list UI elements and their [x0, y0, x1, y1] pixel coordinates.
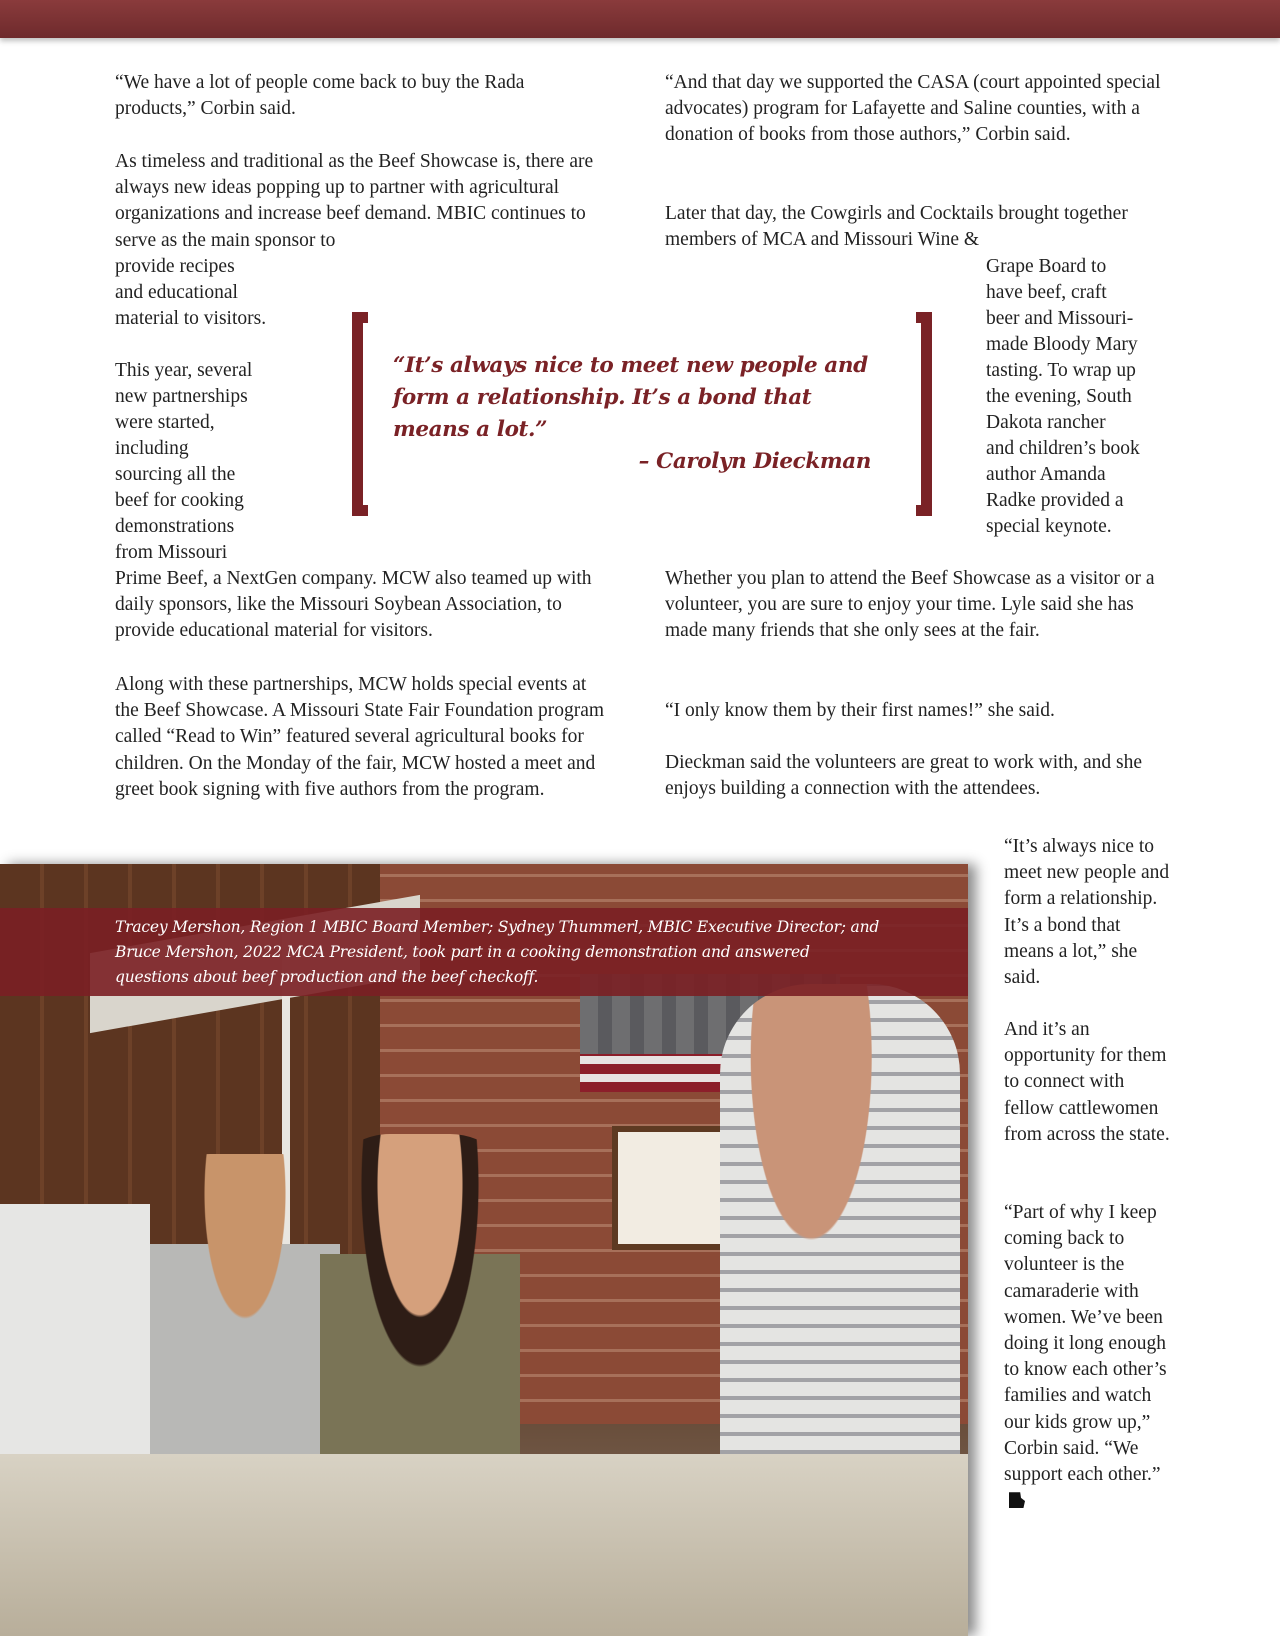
photo-caption: Tracey Mershon, Region 1 MBIC Board Member; Sydney Thummerl, MBIC Executive Director; and Bruce Mershon, 2022 MCA President, took part in a cooking demonstration and answered questions about beef production and the beef checkoff.: [115, 918, 880, 986]
photo-person-sydney: [320, 1134, 520, 1494]
right-line: Grape Board to: [986, 256, 1107, 277]
left-line: provide recipes: [115, 256, 235, 277]
right-para-casa: “And that day we supported the CASA (court appointed special advocates) program for Lafayette and Saline counties, with a donation of books from those authors,” Corbin said.: [665, 72, 1161, 146]
left-line: demonstrations: [115, 516, 235, 537]
pull-quote: [352, 312, 932, 522]
cooking-demo-photo: [0, 864, 968, 1636]
left-bracket: [352, 312, 368, 516]
left-para-timeless: As timeless and traditional as the Beef Showcase is, there are always new ideas popping up to partner with agricultural organizations and increase beef demand. MBIC continues to serve as the main sponsor to: [115, 151, 594, 251]
right-para-firstnames: “I only know them by their first names!” she said.: [665, 700, 1055, 721]
left-para-partnerships: Along with these partnerships, MCW holds special events at the Beef Showcase. A Missouri State Fair Foundation program called “Read to Win” featured several agricultural books for children. On the Monday of the fair, MCW hosted a meet and greet book signing with five authors from the program.: [115, 674, 605, 800]
right-line: made Bloody Mary: [986, 334, 1138, 355]
left-line: sourcing all the: [115, 464, 236, 485]
right-para-cowgirls: Later that day, the Cowgirls and Cocktails brought together members of MCA and Missouri Wine &: [665, 203, 1128, 251]
left-line: beef for cooking: [115, 490, 244, 511]
left-para-primebeef: Prime Beef, a NextGen company. MCW also teamed up with daily sponsors, like the Missouri Soybean Association, to provide educational material for visitors.: [115, 568, 592, 642]
pull-quote-attribution: – Carolyn Dieckman: [638, 449, 871, 474]
right-line: Radke provided a: [986, 490, 1124, 511]
left-line: from Missouri: [115, 542, 228, 563]
side-para-camaraderie-text: “Part of why I keep coming back to volunteer is the camaraderie with women. We’ve been doing it long enough to know each other’s families and watch our kids grow up,” Corbin said. “We support each other.”: [1004, 1202, 1167, 1486]
photo-counter: [0, 1454, 968, 1636]
right-line: beer and Missouri-: [986, 308, 1134, 329]
top-banner: [0, 0, 1280, 38]
left-line: new partnerships: [115, 386, 248, 407]
photo-fridge: [0, 1204, 150, 1454]
right-line: the evening, South: [986, 386, 1132, 407]
left-line: were started,: [115, 412, 215, 433]
right-line: and children’s book: [986, 438, 1140, 459]
right-para-attend: Whether you plan to attend the Beef Showcase as a visitor or a volunteer, you are sure to enjoy your time. Lyle said she has made many friends that she only sees at the fair.: [665, 568, 1155, 642]
left-line: This year, several: [115, 360, 253, 381]
left-line: material to visitors.: [115, 308, 267, 329]
pull-quote-text: [393, 350, 871, 478]
right-line: special keynote.: [986, 516, 1112, 537]
right-bracket: [916, 312, 932, 516]
photo-person-tracey: [150, 1154, 340, 1484]
side-para-opportunity: And it’s an opportunity for them to connect with fellow cattlewomen from across the state.: [1004, 1019, 1170, 1145]
side-para-camaraderie: [1004, 1200, 1172, 1514]
left-line: including: [115, 438, 189, 459]
left-para-rada: “We have a lot of people come back to buy the Rada products,” Corbin said.: [115, 72, 525, 120]
right-line: have beef, craft: [986, 282, 1107, 303]
missouri-state-icon: [1009, 1492, 1025, 1508]
pull-quote-body: “It’s always nice to meet new people and form a relationship. It’s a bond that means a lot.”: [393, 353, 868, 442]
right-line: Dakota rancher: [986, 412, 1106, 433]
photo-person-bruce: [720, 984, 960, 1504]
right-para-dieckman: Dieckman said the volunteers are great to work with, and she enjoys building a connection with the attendees.: [665, 752, 1143, 800]
side-para-nice: “It’s always nice to meet new people and form a relationship. It’s a bond that means a lot,” she said.: [1004, 836, 1170, 989]
left-line: and educational: [115, 282, 238, 303]
right-line: tasting. To wrap up: [986, 360, 1136, 381]
right-line: author Amanda: [986, 464, 1106, 485]
